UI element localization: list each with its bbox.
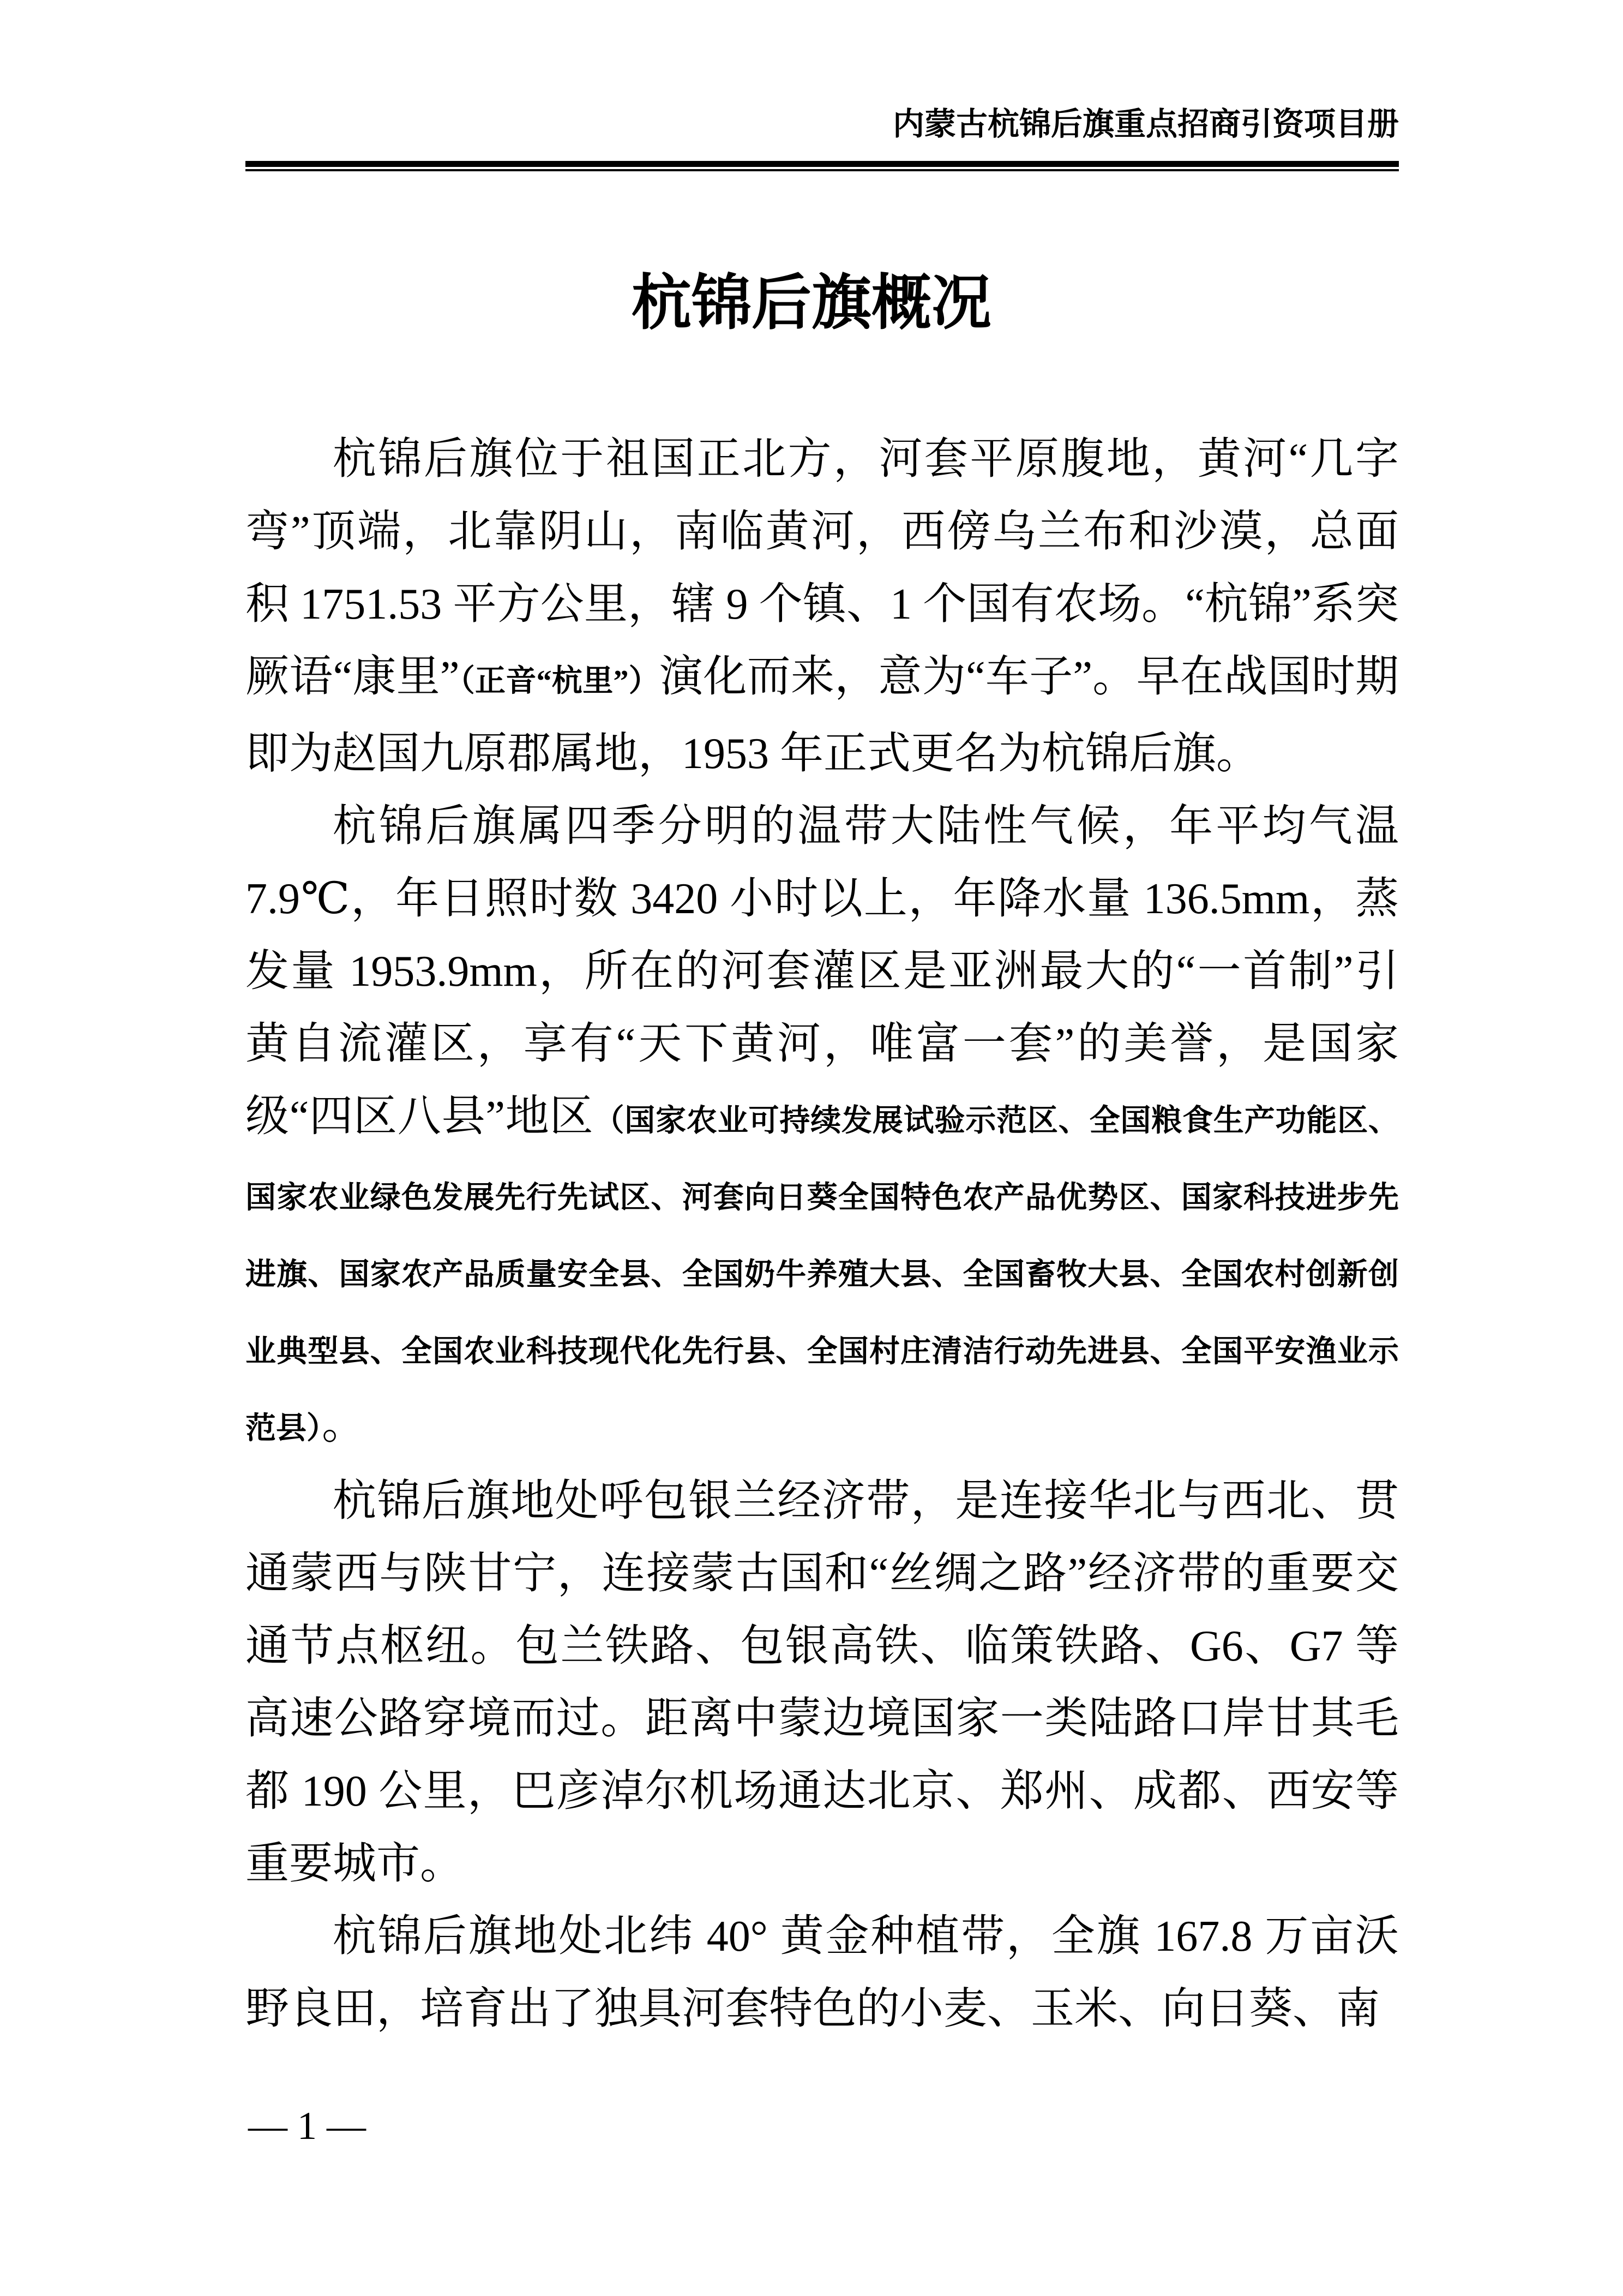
paragraph [245,423,1399,790]
text-segment: 杭锦后旗地处呼包银兰经济带，是连接华北与西北、贯通蒙西与陕甘宁，连接蒙古国和“丝绸之路”经济带的重要交通节点枢纽。包兰铁路、包银高铁、临策铁路、G6、G7 等高速公路穿境而过。距离中蒙边境国家一类陆路口岸甘其毛都 190 公里，巴彦淖尔机场通达北京、郑州、成都、西安等重要城市。 [245,1477,1399,1888]
annotation-segment: （国家农业可持续发展试验示范区、全国粮食生产功能区、国家农业绿色发展先行先试区、河套向日葵全国特色农产品优势区、国家科技进步先进旗、国家农产品质量安全县、全国奶牛养殖大县、全国畜牧大县、全国农村创新创业典型县、全国农业科技现代化先行县、全国村庄清洁行动先进县、全国平安渔业示范县） [245,1104,1399,1446]
text-segment: 杭锦后旗属四季分明的温带大陆性气候，年平均气温 7.9℃，年日照时数 3420 小时以上，年降水量 136.5mm，蒸发量 1953.9mm，所在的河套灌区是亚洲最大的“一首制”引黄自流灌区，享有“天下黄河，唯富一套”的美誉，是国家级“四区八县”地区 [245,802,1399,1141]
page-number: — 1 — [248,2104,366,2148]
text-segment: 演化而来，意为“车子”。早在战国时期即为赵国九原郡属地，1953 年正式更名为杭锦后旗。 [245,653,1399,778]
running-header-text: 内蒙古杭锦后旗重点招商引资项目册 [892,106,1399,142]
text-segment: 杭锦后旗地处北纬 40° 黄金种植带，全旗 167.8 万亩沃野良田，培育出了独具河套特色的小麦、玉米、向日葵、南 [245,1913,1399,2033]
paragraph [245,1465,1399,1901]
page-title: 杭锦后旗概况 [632,269,991,337]
body-text [245,423,1399,2046]
text-segment: 杭锦后旗位于祖国正北方，河套平原腹地，黄河“几字弯”顶端，北靠阴山，南临黄河，西傍乌兰布和沙漠，总面积 1751.53 平方公里，辖 9 个镇、1 个国有农场。“杭锦”系突厥语“康里” [245,435,1399,701]
paragraph [245,1901,1399,2046]
paragraph [245,790,1399,1465]
header-divider-rule [245,161,1399,171]
running-header [245,105,1399,144]
text-segment: 。 [322,1400,365,1448]
annotation-segment: （正音“杭里”） [459,664,660,698]
